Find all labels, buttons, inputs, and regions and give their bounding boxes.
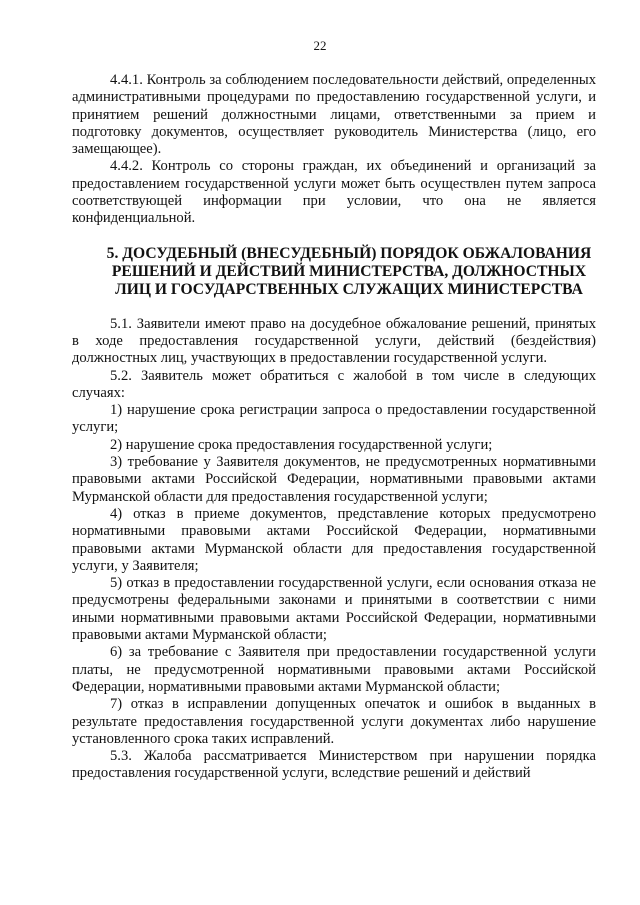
list-item-6: 6) за требование с Заявителя при предоставлении государственной услуги платы, не предусмотренной нормативными правовыми актами Российской Федерации, нормативными правовыми актами Мурманской области;: [72, 644, 596, 695]
page-number: 22: [313, 38, 327, 53]
list-item-5: 5) отказ в предоставлении государственной услуги, если основания отказа не предусмотрены федеральными законами и принятыми в соответствии с ними иными нормативными правовыми актами Российской Федерации, нормативными правовыми актами Мурманской области;: [72, 575, 596, 644]
list-item-1: 1) нарушение срока регистрации запроса о предоставлении государственной услуги;: [72, 402, 596, 436]
paragraph-4-4-1: 4.4.1. Контроль за соблюдением последовательности действий, определенных административными процедурами по предоставлению государственной услуги, и принятием решений должностными лицами, ответственными за прием и подготовку документов, осуществляет руководитель Министерства (лицо, его замещающее).: [72, 72, 596, 158]
paragraph-5-2: 5.2. Заявитель может обратиться с жалобой в том числе в следующих случаях:: [72, 367, 596, 401]
paragraph-5-3: 5.3. Жалоба рассматривается Министерством при нарушении порядка предоставления государственной услуги, вследствие решений и действий: [72, 748, 596, 782]
paragraph-4-4-2: 4.4.2. Контроль со стороны граждан, их объединений и организаций за предоставлением государственной услуги может быть осуществлен путем запроса соответствующей информации при условии, что она не является конфиденциальной.: [72, 158, 596, 227]
document-body: [72, 72, 596, 783]
list-item-7: 7) отказ в исправлении допущенных опечаток и ошибок в выданных в результате предоставления государственной услуги документах либо нарушение установленного срока таких исправлений.: [72, 696, 596, 747]
list-item-4: 4) отказ в приеме документов, представление которых предусмотрено нормативными правовыми актами Российской Федерации, нормативными правовыми актами Мурманской области для предоставления государственной услуги, у Заявителя;: [72, 505, 596, 574]
list-item-2: 2) нарушение срока предоставления государственной услуги;: [110, 436, 493, 453]
section-5-heading: 5. ДОСУДЕБНЫЙ (ВНЕСУДЕБНЫЙ) ПОРЯДОК ОБЖАЛОВАНИЯ РЕШЕНИЙ И ДЕЙСТВИЙ МИНИСТЕРСТВА, ДОЛЖНОСТНЫХ ЛИЦ И ГОСУДАРСТВЕННЫХ СЛУЖАЩИХ МИНИСТЕРСТВА: [106, 244, 592, 298]
paragraph-5-1: 5.1. Заявители имеют право на досудебное обжалование решений, принятых в ходе предоставления государственной услуги, действий (бездействия) должностных лиц, участвующих в предоставлении государственной услуги.: [72, 315, 596, 367]
list-item-3: 3) требование у Заявителя документов, не предусмотренных нормативными правовыми актами Российской Федерации, нормативными правовыми актами Мурманской области для предоставления государственной услуги;: [72, 454, 596, 505]
